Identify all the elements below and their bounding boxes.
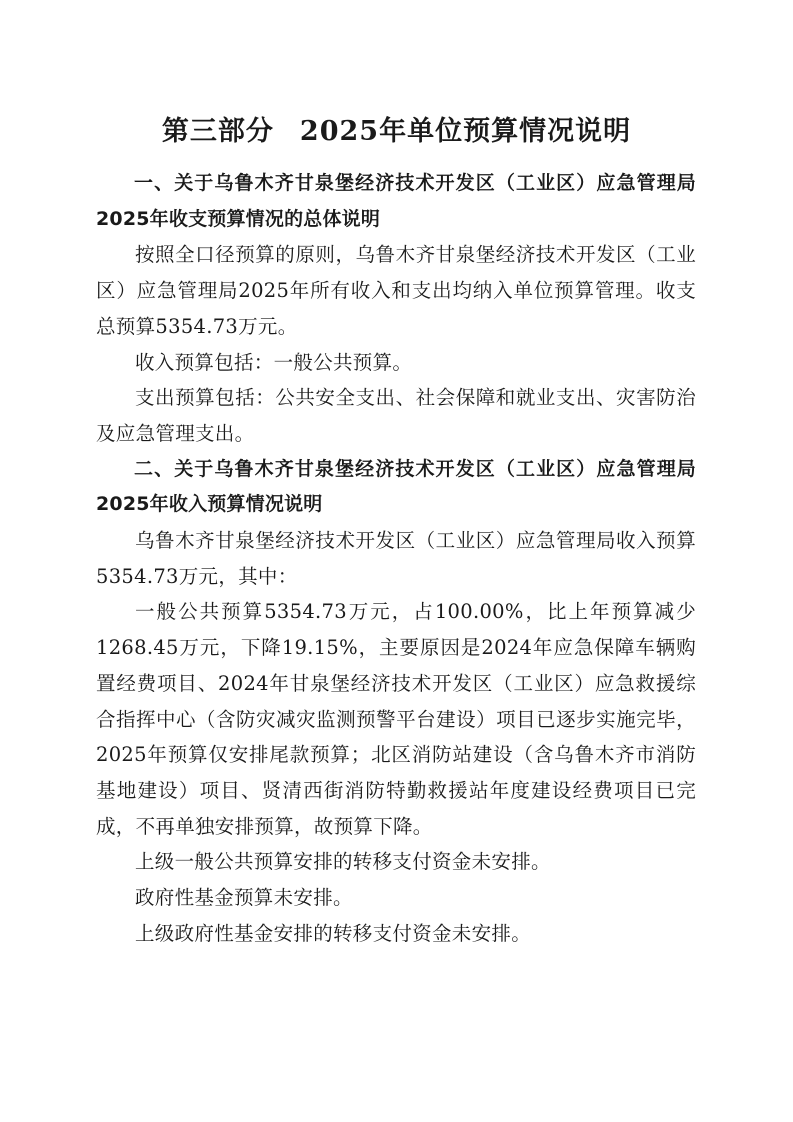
section-1-paragraph-2: 收入预算包括：一般公共预算。: [135, 350, 413, 374]
section-2-paragraph-5: 上级政府性基金安排的转移支付资金未安排。: [135, 921, 532, 945]
section-1-paragraph-1: 按照全口径预算的原则，乌鲁木齐甘泉堡经济技术开发区（工业区）应急管理局2025年所有收入和支出均纳入单位预算管理。收支总预算5354.73万元。: [96, 243, 696, 338]
section-2-paragraph-4: 政府性基金预算未安排。: [135, 886, 353, 910]
title-main: 2025年单位预算情况说明: [299, 116, 632, 147]
section-2-paragraph-3: 上级一般公共预算安排的转移支付资金未安排。: [135, 850, 551, 874]
title-part: 第三部分: [161, 116, 274, 147]
page-title: [0, 112, 793, 152]
section-1-paragraph-3: 支出预算包括：公共安全支出、社会保障和就业支出、灾害防治及应急管理支出。: [96, 386, 696, 445]
section-2-paragraph-2: 一般公共预算5354.73万元，占100.00%，比上年预算减少1268.45万元，下降19.15%，主要原因是2024年应急保障车辆购置经费项目、2024年甘泉堡经济技术开发区（工业区）应急救援综合指挥中心（含防灾减灾监测预警平台建设）项目已逐步实施完毕，2025年预算仅安排尾款预算；北区消防站建设（含乌鲁木齐市消防基地建设）项目、贤清西街消防特勤救援站年度建设经费项目已完成，不再单独安排预算，故预算下降。: [96, 600, 696, 838]
section-2-paragraph-1: 乌鲁木齐甘泉堡经济技术开发区（工业区）应急管理局收入预算5354.73万元，其中：: [96, 529, 696, 588]
section-1-heading: 一、关于乌鲁木齐甘泉堡经济技术开发区（工业区）应急管理局2025年收支预算情况的总体说明: [96, 172, 696, 230]
section-2-heading: 二、关于乌鲁木齐甘泉堡经济技术开发区（工业区）应急管理局2025年收入预算情况说明: [96, 457, 696, 516]
document-body: [96, 166, 696, 951]
